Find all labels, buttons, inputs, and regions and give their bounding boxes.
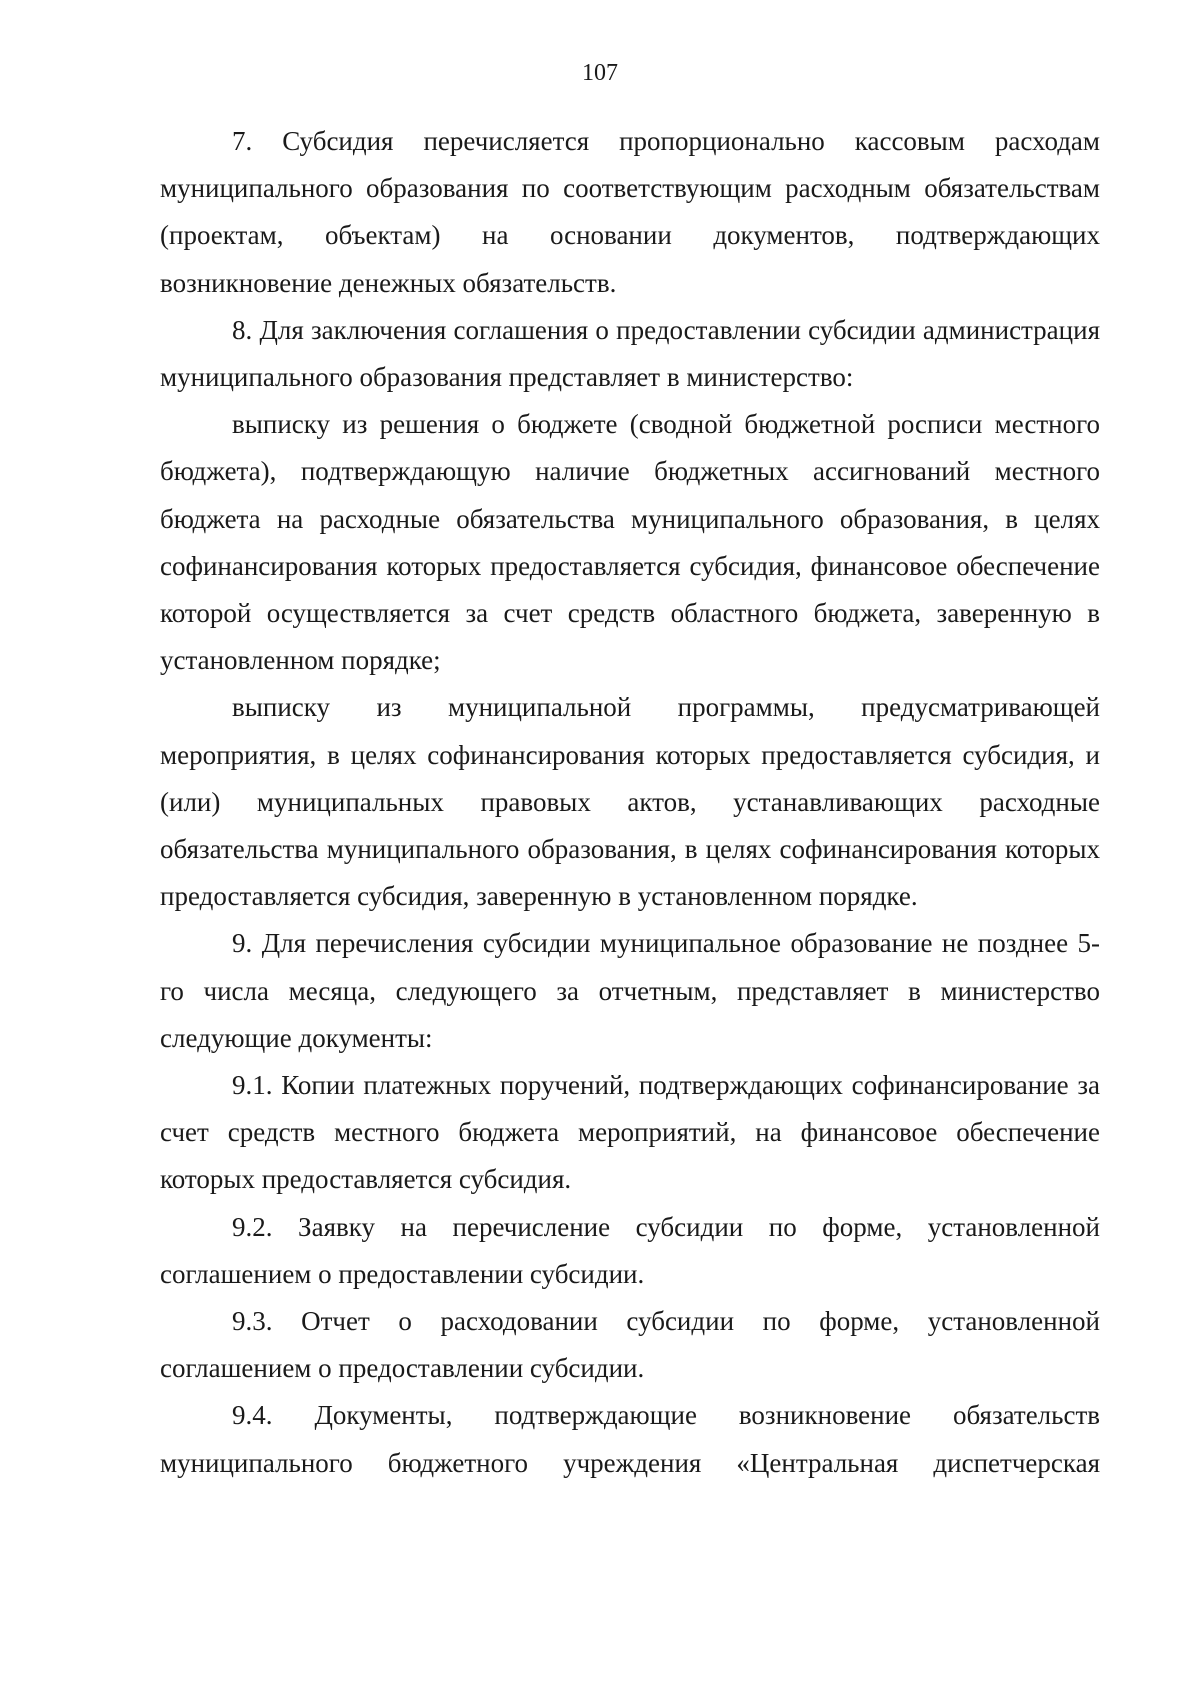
paragraph-8-budget-extract: выписку из решения о бюджете (сводной бюджетной росписи местного бюджета), подтверждающую наличие бюджетных ассигнований местного бюджета на расходные обязательства муниципального образования, в целях софинансирования которых предоставляется субсидия, финансовое обеспечение которой осуществляется за счет средств областного бюджета, заверенную в установленном порядке; — [160, 409, 1100, 676]
paragraph-9-4: 9.4. Документы, подтверждающие возникновение обязательств муниципального бюджетного учреждения «Центральная диспетчерская — [160, 1400, 1100, 1478]
document-body — [160, 118, 1100, 1487]
paragraph-9-2: 9.2. Заявку на перечисление субсидии по форме, установленной соглашением о предоставлении субсидии. — [160, 1211, 1100, 1289]
paragraph-8: 8. Для заключения соглашения о предоставлении субсидии администрация муниципального образования представляет в министерство: — [160, 314, 1100, 393]
paragraph-8-program-extract: выписку из муниципальной программы, предусматривающей мероприятия, в целях софинансирования которых предоставляется субсидия, и (или) муниципальных правовых актов, устанавливающих расходные обязательства муниципального образования, в целях софинансирования которых предоставляется субсидия, заверенную в установленном порядке. — [160, 692, 1100, 912]
page-number: 107 — [582, 60, 618, 86]
paragraph-7: 7. Субсидия перечисляется пропорционально кассовым расходам муниципального образования по соответствующим расходным обязательствам (проектам, объектам) на основании документов, подтверждающих возникновение денежных обязательств. — [160, 126, 1100, 298]
paragraph-9-1: 9.1. Копии платежных поручений, подтверждающих софинансирование за счет средств местного бюджета мероприятий, на финансовое обеспечение которых предоставляется субсидия. — [160, 1070, 1100, 1195]
paragraph-9: 9. Для перечисления субсидии муниципальное образование не позднее 5-го числа месяца, следующего за отчетным, представляет в министерство следующие документы: — [160, 928, 1100, 1053]
paragraph-9-3: 9.3. Отчет о расходовании субсидии по форме, установленной соглашением о предоставлении субсидии. — [160, 1306, 1100, 1384]
